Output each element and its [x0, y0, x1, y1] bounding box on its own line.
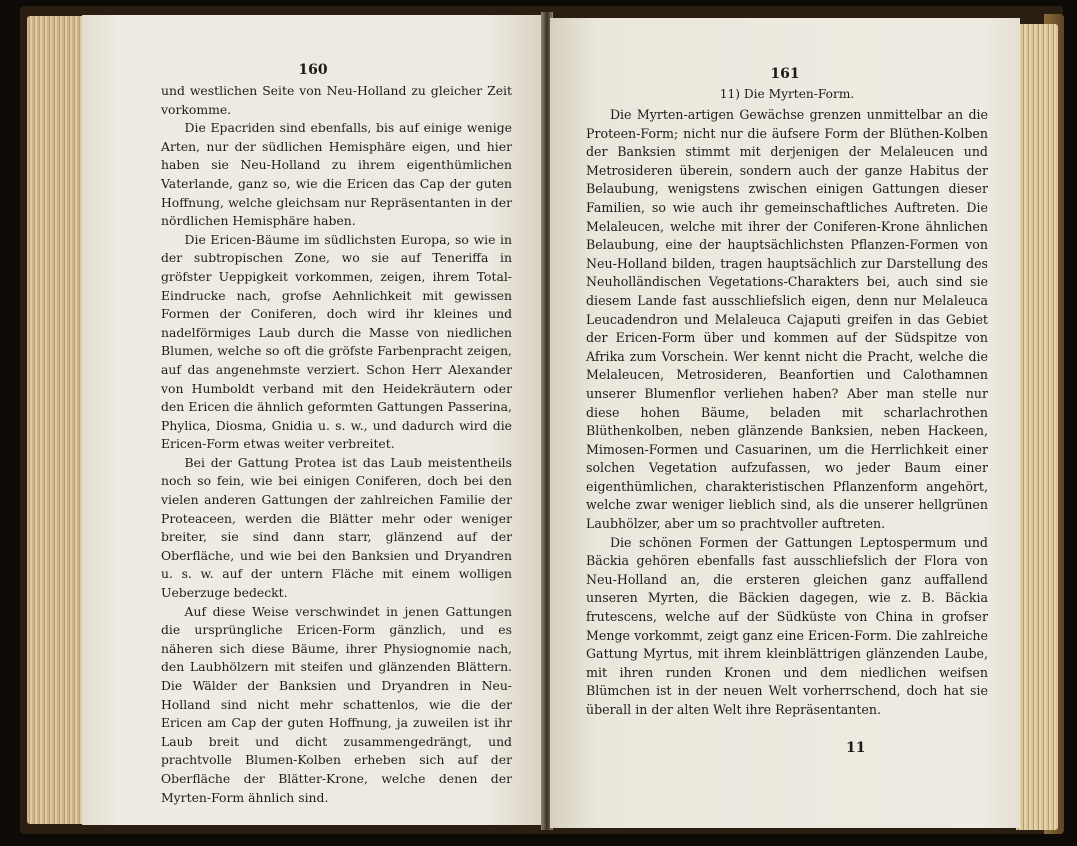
paragraph: Die Ericen-Bäume im südlichsten Europa, so wie in der subtropischen Zone, wo sie auf Teneriffa in gröfster Ueppigkeit vorkommen, zeigen, ihrem Total-Eindrucke nach, grofse Aehnlichkeit mit gewissen Formen der Coniferen, doch wird ihr kleines und nadelförmiges Laub durch die Masse von niedlichen Blumen, welche so oft die gröfste Farbenpracht zeigen, auf das angenehmste verziert. Schon Herr Alexander von Humboldt verband mit den Heidekräutern oder den Ericen die ähnlich geformten Gattungen Passerina, Phylica, Diosma, Gnidia u. s. w., und dadurch wird die Ericen-Form etwas weiter verbreitet.	[161, 231, 512, 452]
paragraph: Bei der Gattung Protea ist das Laub meistentheils noch so fein, wie bei einigen Coniferen, doch bei den vielen anderen Gattungen der zahlreichen Familie der Proteaceen, werden die Blätter mehr oder weniger breiter, sie sind dann starr, glänzend auf der Oberfläche, und wie bei den Banksien und Dryandren u. s. w. auf der untern Fläche mit einem wolligen Ueberzuge bedeckt.	[161, 454, 512, 601]
paragraph: und westlichen Seite von Neu-Holland zu gleicher Zeit vorkomme.	[161, 83, 512, 117]
right-page-edges	[1016, 24, 1058, 830]
paragraph: Die Epacriden sind ebenfalls, bis auf einige wenige Arten, nur der südlichen Hemisphäre eigen, und hier haben sie Neu-Holland zu ihrem eigenthümlichen Vaterlande, ganz so, wie die Ericen das Cap der guten Hoffnung, welche gleichsam nur Repräsentanten in der nördlichen Hemisphäre haben.	[161, 120, 512, 229]
right-page	[550, 18, 1020, 828]
paragraph: Die Myrten-artigen Gewächse grenzen unmittelbar an die Proteen-Form; nicht nur die äufsere Form der Blüthen-Kolben der Banksien stimmt mit derjenigen der Melaleucen und Metrosideren überein, sondern auch der ganze Habitus der Belaubung, wenigstens zwischen einigen Gattungen dieser Familien, so wie auch ihr gemeinschaftliches Auftreten. Die Melaleucen, welche mit ihrer der Coniferen-Krone ähnlichen Belaubung, eine der hauptsächlichsten Pflanzen-Formen von Neu-Holland bilden, tragen hauptsächlich zur Darstellung des Neuholländischen Vegetations-Charakters bei, auch sind sie diesem Lande fast ausschliefslich eigen, denn nur Melaleuca Leucadendron und Melaleuca Cajaputi greifen in das Gebiet der Ericen-Form über und kommen auf der Südspitze von Afrika zum Vorschein. Wer kennt nicht die Pracht, welche die Melaleucen, Metrosideren, Beanfortien und Calothamnen unserer Blumenflor verliehen haben? Aber man stelle nur diese hohen Bäume, beladen mit scharlachrothen Blüthenkolben, neben glänzende Banksien, neben Hackeen, Mimosen-Formen und Casuarinen, um die Herrlichkeit einer solchen Vegetation aufzufassen, wo jeder Baum einer eigenthümlichen, charakteristischen Pflanzenform angehört, welche zwar weniger lieblich sind, als die unserer hellgrünen Laubhölzer, aber um so prachtvoller auftreten.	[586, 107, 988, 532]
printer-signature-mark: 11	[846, 740, 866, 756]
right-page-text	[586, 106, 988, 720]
section-title: 11) Die Myrten-Form.	[719, 87, 855, 101]
page-number-left: 160	[298, 62, 328, 78]
left-page-edges	[27, 16, 87, 824]
paragraph: Auf diese Weise verschwindet in jenen Gattungen die ursprüngliche Ericen-Form gänzlich, und es näheren sich diese Bäume, ihrer Physiognomie nach, den Laubhölzern mit steifen und glänzenden Blättern. Die Wälder der Banksien und Dryandren in Neu-Holland sind nicht mehr schattenlos, wie die der Ericen am Cap der guten Hoffnung, ja zuweilen ist ihr Laub breit und dicht zusammengedrängt, und prachtvolle Blumen-Kolben erheben sich auf der Oberfläche der Blätter-Krone, welche denen der Myrten-Form ähnlich sind.	[161, 603, 512, 805]
left-page	[82, 15, 544, 825]
left-page-text	[161, 82, 512, 807]
paragraph: Die schönen Formen der Gattungen Leptospermum und Bäckia gehören ebenfalls fast ausschliefslich der Flora von Neu-Holland an, die ersteren gleichen ganz auffallend unseren Myrten, die Bäckien dagegen, wie z. B. Bäckia frutescens, welche auf der Südküste von China in grofser Menge vorkommt, zeigt ganz eine Ericen-Form. Die zahlreiche Gattung Myrtus, mit ihrem kleinblättrigen glänzenden Laube, mit ihren runden Kronen und dem niedlichen weifsen Blümchen ist in der neuen Welt vorherrschend, doch hat sie überall in der alten Welt ihre Repräsentanten.	[586, 534, 988, 717]
page-number-right: 161	[770, 66, 800, 82]
